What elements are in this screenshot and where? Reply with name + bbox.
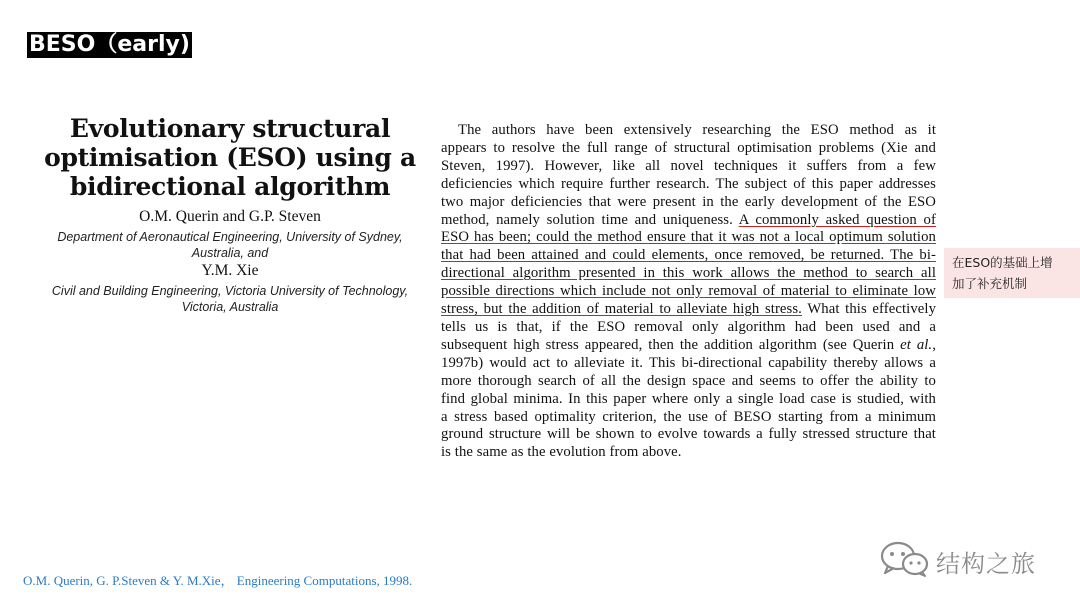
wechat-icon [880,541,930,581]
underlined-text: possible directions which include not only removal of material to eliminate low [441,283,936,300]
text-segment: a stress based optimality criterion, the use of BESO starting from a minimum [441,408,936,425]
text-segment: two major deficiencies that were present in the early development of the ESO [441,193,936,210]
text-segment: method, namely solution time and uniqueness. [441,211,739,228]
watermark-text: 结构之旅 [936,549,1036,578]
abstract-line [441,212,936,230]
text-segment: et al., [900,336,936,353]
text-segment: tells us is that, if the ESO removal only algorithm had been used and a [441,318,936,335]
abstract-paragraph [441,122,936,462]
abstract-line [441,122,936,140]
abstract-line [441,426,936,444]
abstract-line [441,391,936,409]
text-segment: The authors have been extensively researching the ESO method as it [458,122,936,138]
abstract-line [441,409,936,427]
abstract-line [441,444,936,462]
abstract-line [441,176,936,194]
abstract-line [441,355,936,373]
text-segment: more thorough search of all the design space and seems to offer the ability to [441,372,936,389]
text-segment: What this effectively [801,301,937,318]
note-line: 加了补充机制 [952,276,1028,291]
underlined-text: A commonly asked question of [738,211,936,228]
abstract-line [441,373,936,391]
underlined-text: that had been attained and could elements, once removed, be returned. The bi- [441,247,936,264]
abstract-line [441,283,936,301]
authors-1: O.M. Querin and G.P. Steven [139,208,321,225]
text-segment: subsequent high stress appeared, then the addition algorithm (see Querin [441,336,901,353]
abstract-line [441,265,936,283]
underlined-text: stress, but the addition of material to alleviate high stress. [441,301,802,318]
title-line: bidirectional algorithm [69,172,391,201]
abstract-line [441,337,936,355]
title-line: optimisation (ESO) using a [44,143,416,172]
text-segment: 1997b) would act to alleviate it. This bi-directional capability thereby allows a [441,354,936,371]
note-line: 在ESO的基础上增 [952,255,1053,270]
abstract-line [441,247,936,265]
abstract-line [441,319,936,337]
authors-2: Y.M. Xie [201,262,259,279]
text-segment: ground structure will be shown to evolve towards a fully stressed structure that [441,426,936,443]
abstract-line [441,229,936,247]
underlined-text: ESO has been; could the method ensure that it was not a local optimum solution [441,229,936,246]
text-segment: is the same as the evolution from above. [441,444,682,461]
text-segment: Steven, 1997). However, like all novel techniques it suffers from a few [441,157,936,174]
annotation-note [944,248,1080,298]
underlined-text: directional algorithm presented in this work allows the method to search all [441,265,936,282]
text-segment: find global minima. In this paper where only a single load case is studied, with [441,390,936,407]
affiliation-line: Department of Aeronautical Engineering, University of Sydney, [57,230,403,244]
paper-title [30,114,430,201]
abstract-line [441,158,936,176]
watermark [880,541,1036,581]
citation: O.M. Querin, G. P.Steven & Y. M.Xie， Engineering Computations, 1998. [23,573,413,588]
affiliation-2 [30,283,430,315]
slide-tag: BESO（early) [29,32,190,57]
abstract-line [441,140,936,158]
affiliation-line: Australia, and [191,246,269,260]
title-line: Evolutionary structural [69,114,391,143]
abstract-line [441,194,936,212]
affiliation-line: Victoria, Australia [181,300,279,314]
abstract-line [441,301,936,319]
affiliation-1 [30,229,430,261]
affiliation-line: Civil and Building Engineering, Victoria University of Technology, [51,284,409,298]
text-segment: deficiencies which require further research. The subject of this paper addresses [441,175,936,192]
text-segment: appears to resolve the full range of structural optimisation problems (Xie and [441,139,936,156]
